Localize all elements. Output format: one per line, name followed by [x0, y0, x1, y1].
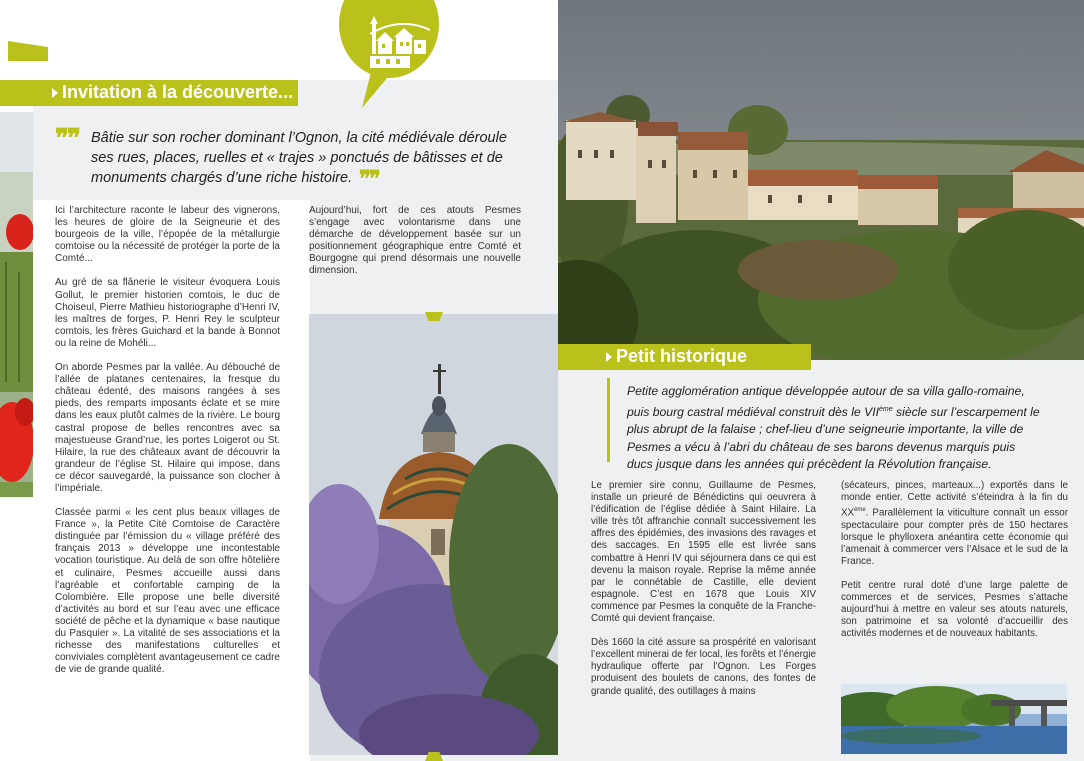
historique-intro: [627, 383, 1040, 474]
church-tower-photo: [309, 314, 558, 755]
right-column-1: [591, 480, 816, 710]
section-header-historique: [558, 344, 811, 370]
paragraph: Ici l’architecture raconte le labeur des vignerons, les heures de gloire de la Seigneurie et des bourgeois de la ville, l’épopée de la métallurgie comtoise ou la nécessité de protéger la porte de la Comté...: [55, 205, 280, 265]
left-column-2: [309, 205, 521, 290]
paragraph-text: (sécateurs, pinces, marteaux...) exportés dans le monde entier. Cette activité s’éteindra à la fin du XX: [841, 480, 1068, 519]
paragraph: Dès 1660 la cité assure sa prospérité en valorisant l’excellent minerai de fer local, les forêts et l’énergie hydraulique offerte par l’Ognon. Les Forges produisent des boulets de canons, des fontes de grande qualité, des outillages à mains: [591, 637, 816, 697]
superscript: ème: [854, 507, 866, 514]
quote-open-icon: ❞❞: [55, 123, 79, 153]
intro-quote: Bâtie sur son rocher dominant l’Ognon, la cité médiévale déroule ses rues, places, ruelles et « trajes » ponctués de bâtisses et de monuments chargés d’une riche histoire.: [91, 130, 507, 186]
paragraph: Petit centre rural doté d’une large palette de commerces et de services, Pesmes s’attache aujourd’hui à mettre en valeur ses atouts naturels, son patrimoine et sa volonté d’accueillir des activités modernes et de nouveaux habitants.: [841, 579, 1068, 640]
paragraph: On aborde Pesmes par la vallée. Au débouché de l’allée de platanes centenaires, la fresque du château édenté, des maisons rangées à ses pieds, des remparts imposants éclate et se mire dans les eaux plutôt calmes de la rivière. Le bourg castral propose de belles rencontres avec sa majestueuse Grand’rue, les portes Loigerot ou St. Hilaire, la rue des châteaux avant de découvrir la grandeur de l’église St. Hilaire qui impose, dans ce décor sauvegardé, la puissance son clocher à l’impériale.: [55, 362, 280, 494]
intro-text: siècle sur l’escarpement le plus abrupt de la falaise ; chef-lieu d’une seigneurie importante, la ville de Pesmes a vécu à l’abri du château de ses barons devenus marquis puis ducs jusque dans les années qui précèdent la Révolution française.: [627, 404, 1040, 472]
intro-text: Petite agglomération antique développée autour de sa villa gallo-romaine, puis bourg castral médiéval construit dès le VII: [627, 384, 1025, 419]
pesmes-village-photo: [558, 0, 1084, 360]
right-column-2: [841, 480, 1068, 652]
paragraph: Aujourd’hui, fort de ces atouts Pesmes s’engage avec volontarisme dans une démarche de développement basée sur un positionnement géographique entre Comté et Bourgogne qui prend désormais une nouvelle dimension.: [309, 205, 521, 277]
village-pictogram-icon: [366, 14, 432, 75]
paragraph: Le premier sire connu, Guillaume de Pesmes, installe un prieuré de Bénédictins qui oeuvrera à l’édification de l’église dédiée à Saint Hilaire. La ville très tôt affranchie connaît successivement les affres des épidémies, des invasions des ravages et des saccages. En 1595 elle est livrée sans combattre à Henri IV qui séjournera dans ce qui est devenu la maison royale. Reprise la même année par le connétable de Castille, elle devient espagnole. C’est en 1678 que Louis XIV commence par Pesmes la conquête de la Franche-Comté qui devient française.: [591, 480, 816, 625]
superscript: ème: [879, 405, 893, 413]
quote-close-icon: ❞❞: [359, 166, 379, 191]
section-title: Petit historique: [616, 346, 748, 366]
section-title: Invitation à la découverte...: [62, 82, 294, 102]
paragraph-text: . Parallèlement la viticulture connaît un essor spectaculaire pour compter près de 150 hectares lorsque le phylloxera anéantira cette économie qui l’amenait à commercer vers l’Alsace et le sud de la France.: [841, 507, 1068, 567]
intro-accent-bar: [607, 378, 610, 462]
river-bridge-photo: [841, 684, 1067, 754]
decorative-flag: [8, 41, 48, 61]
header-arrow-icon: [52, 88, 58, 98]
paragraph: Au gré de sa flânerie le visiteur évoquera Louis Gollut, le premier historien comtois, le duc de Choiseul, Pierre Mathieu historiographe d’Henri IV, les maîtres de forges, P. Henri Rey le sculpteur comtois, les frères Guichard et la bande à Bonnot ou la reine de Mohéli...: [55, 277, 280, 349]
poppy-photo: [0, 112, 33, 497]
section-header-invitation: [0, 80, 298, 106]
paragraph: [841, 480, 1068, 568]
header-arrow-icon: [606, 352, 612, 362]
paragraph: Classée parmi « les cent plus beaux villages de France », la Petite Cité Comtoise de Caractère distinguée par l’émission du « village préféré des français 2013 » développe une incontestable vocation touristique. Au delà de son offre hôtelière et culinaire, Pesmes accueille aussi dans l’agréable et confortable camping de la Colombière. Elle propose une belle diversité d’activités au bord et sur l’eau avec une efficace société de pêche et la dynamique « base nautique du Pasquier ». La vitalité de ses associations et la richesse des manifestations culturelles et conviviales complètent avantageusement ce cadre de vie de grande qualité.: [55, 507, 280, 676]
left-column-1: [55, 205, 280, 688]
